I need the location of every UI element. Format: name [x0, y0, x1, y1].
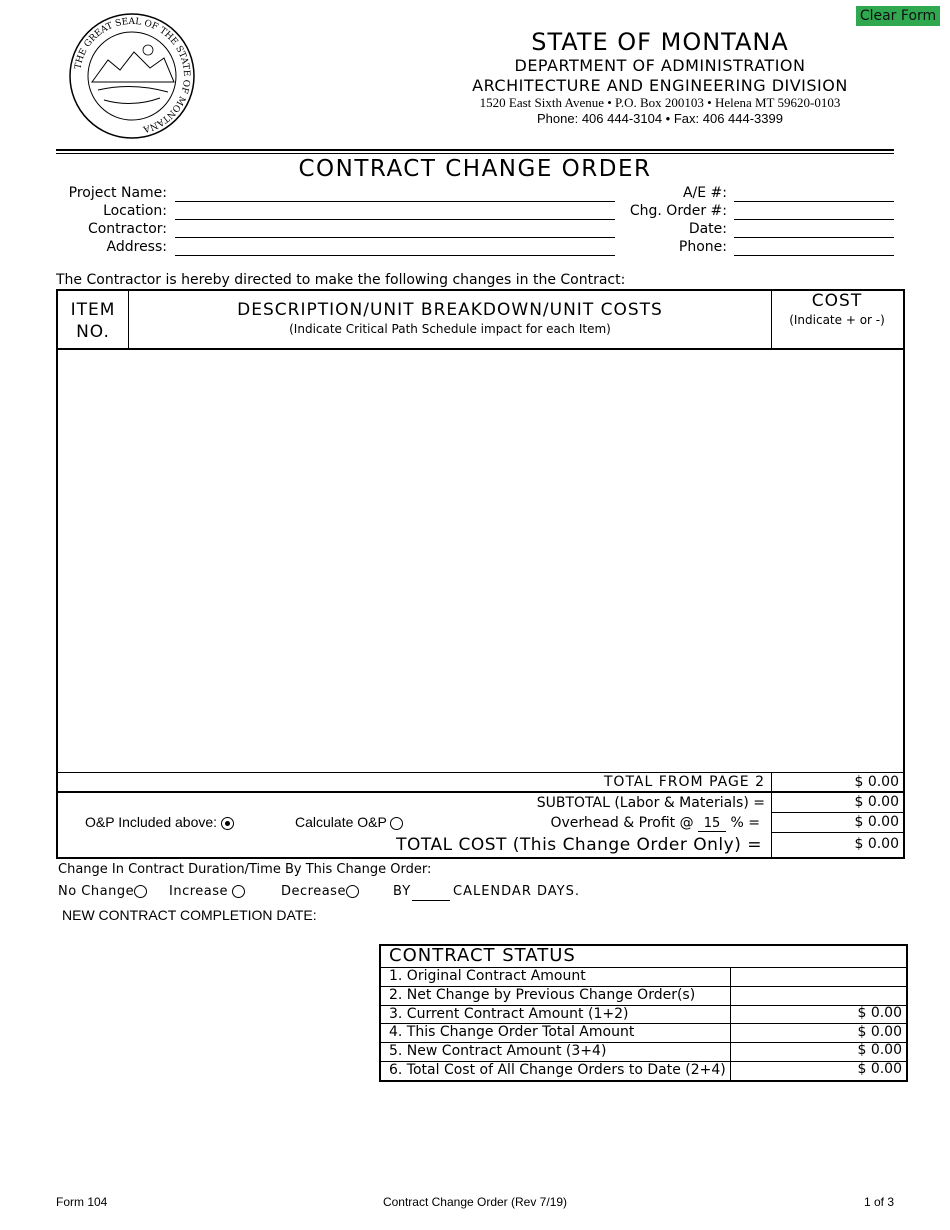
- ae-number-field[interactable]: [734, 201, 894, 202]
- status-row-label: 4. This Change Order Total Amount: [389, 1024, 635, 1040]
- project-name-field[interactable]: [175, 201, 615, 202]
- phone-field[interactable]: [734, 255, 894, 256]
- calculate-op-option[interactable]: [295, 814, 403, 830]
- location-label: Location:: [103, 203, 167, 219]
- description-text-area[interactable]: [58, 350, 903, 772]
- header-division: ARCHITECTURE AND ENGINEERING DIVISION: [472, 76, 848, 95]
- subtotal-label: SUBTOTAL (Labor & Materials) =: [536, 795, 765, 811]
- status-row-label: 1. Original Contract Amount: [389, 968, 586, 984]
- project-name-label: Project Name:: [68, 185, 167, 201]
- header-divider: [56, 149, 894, 151]
- overhead-label: [490, 815, 760, 832]
- description-header: DESCRIPTION/UNIT BREAKDOWN/UNIT COSTS: [237, 300, 663, 320]
- table-divider: [771, 832, 904, 833]
- cost-header: COST: [811, 291, 863, 311]
- overhead-label-post: % =: [730, 815, 760, 831]
- decrease-option[interactable]: [281, 884, 359, 899]
- contract-status-heading: CONTRACT STATUS: [389, 945, 576, 966]
- total-from-page2-label: TOTAL FROM PAGE 2: [603, 774, 765, 790]
- location-field[interactable]: [175, 219, 615, 220]
- no-change-label: No Change: [58, 884, 135, 899]
- directive-text: The Contractor is hereby directed to make the following changes in the Contract:: [56, 272, 626, 288]
- footer-title: Contract Change Order (Rev 7/19): [382, 1195, 568, 1209]
- header-phone: Phone: 406 444-3104 • Fax: 406 444-3399: [537, 111, 783, 126]
- description-subheader: (Indicate Critical Path Schedule impact for each Item): [289, 322, 611, 336]
- op-included-label: O&P Included above:: [85, 814, 218, 830]
- table-divider: [771, 812, 904, 813]
- address-field[interactable]: [175, 255, 615, 256]
- status-row-label: 2. Net Change by Previous Change Order(s): [389, 987, 696, 1003]
- duration-heading: Change In Contract Duration/Time By This Change Order:: [58, 862, 432, 877]
- state-seal-logo: [68, 12, 196, 140]
- increase-radio[interactable]: [232, 885, 245, 898]
- increase-option[interactable]: [169, 884, 245, 899]
- table-divider: [57, 791, 904, 793]
- header-divider: [56, 153, 894, 154]
- op-included-option[interactable]: [85, 814, 234, 830]
- status-row-value: $ 0.00: [857, 1024, 902, 1040]
- decrease-label: Decrease: [281, 884, 346, 899]
- by-label: BY: [393, 884, 412, 899]
- op-included-radio[interactable]: [221, 817, 234, 830]
- decrease-radio[interactable]: [346, 885, 359, 898]
- change-order-number-field[interactable]: [734, 219, 894, 220]
- contractor-field[interactable]: [175, 237, 615, 238]
- header-address: 1520 East Sixth Avenue • P.O. Box 200103 • Helena MT 59620-0103: [479, 95, 841, 110]
- footer-page: 1 of 3: [863, 1195, 894, 1209]
- no-change-radio[interactable]: [134, 885, 147, 898]
- status-row-label: 3. Current Contract Amount (1+2): [389, 1006, 629, 1022]
- address-label: Address:: [106, 239, 167, 255]
- header-department: DEPARTMENT OF ADMINISTRATION: [514, 56, 806, 75]
- completion-date-label: NEW CONTRACT COMPLETION DATE:: [62, 907, 317, 923]
- calendar-days-field[interactable]: [412, 900, 450, 901]
- increase-label: Increase: [169, 884, 229, 899]
- table-divider: [57, 772, 904, 773]
- item-header-no: NO.: [76, 322, 110, 342]
- change-order-number-label: Chg. Order #:: [629, 203, 727, 219]
- clear-form-button[interactable]: Clear Form: [856, 6, 940, 26]
- subtotal-value: $ 0.00: [854, 794, 899, 810]
- total-cost-label: TOTAL COST (This Change Order Only) =: [396, 835, 762, 855]
- status-row-label: 5. New Contract Amount (3+4): [389, 1043, 607, 1059]
- status-row-label: 6. Total Cost of All Change Orders to Date (2+4): [389, 1062, 726, 1078]
- form-title: CONTRACT CHANGE ORDER: [298, 156, 652, 182]
- overhead-percent-input[interactable]: 15: [698, 816, 726, 832]
- status-row-value: $ 0.00: [857, 1061, 902, 1077]
- table-divider: [128, 290, 129, 348]
- date-label: Date:: [688, 221, 727, 237]
- overhead-label-pre: Overhead & Profit @: [550, 815, 694, 831]
- calculate-op-radio[interactable]: [390, 817, 403, 830]
- phone-label: Phone:: [678, 239, 727, 255]
- total-cost-value: $ 0.00: [854, 836, 899, 852]
- ae-number-label: A/E #:: [682, 185, 727, 201]
- status-row-value: $ 0.00: [857, 1042, 902, 1058]
- total-from-page2-value: $ 0.00: [854, 774, 899, 790]
- contractor-label: Contractor:: [87, 221, 167, 237]
- table-divider: [771, 772, 772, 858]
- item-header: ITEM: [70, 300, 116, 320]
- calendar-days-label: CALENDAR DAYS.: [453, 884, 580, 899]
- cost-subheader: (Indicate + or -): [789, 313, 885, 327]
- header-state: STATE OF MONTANA: [531, 28, 789, 56]
- status-row-value: $ 0.00: [857, 1005, 902, 1021]
- no-change-option[interactable]: [58, 884, 147, 899]
- date-field[interactable]: [734, 237, 894, 238]
- svg-text:THE GREAT SEAL OF THE STATE OF: THE GREAT SEAL OF THE STATE OF MONTANA: [73, 16, 192, 134]
- overhead-value: $ 0.00: [854, 814, 899, 830]
- calculate-op-label: Calculate O&P: [295, 814, 387, 830]
- footer-form-number: Form 104: [56, 1195, 108, 1209]
